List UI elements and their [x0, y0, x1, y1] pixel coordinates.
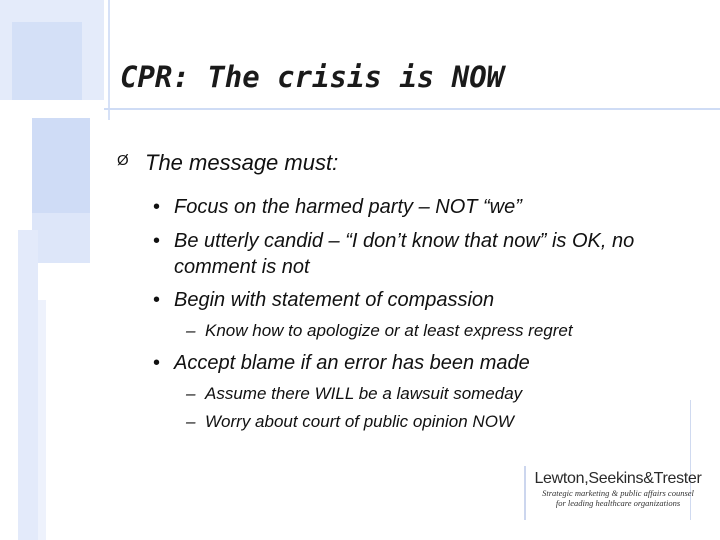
logo-tagline-2: for leading healthcare organizations [555, 498, 681, 508]
bullet-icon: • [153, 230, 161, 252]
dash-icon: – [186, 384, 196, 403]
level1-text: The message must: [145, 150, 339, 175]
logo-tagline-1: Strategic marketing & public affairs counsel [542, 488, 694, 498]
bullet-text: Be utterly candid – “I don’t know that now” is OK, no comment is not [174, 230, 635, 278]
bullet-icon: • [153, 289, 161, 311]
sub-item-text: Assume there WILL be a lawsuit someday [205, 384, 523, 403]
logo-accent [524, 466, 526, 520]
logo-name: Lewton,Seekins&Trester [534, 470, 702, 487]
bullet-text: Accept blame if an error has been made [174, 352, 530, 374]
company-logo [528, 470, 708, 520]
bullet-text: Focus on the harmed party – NOT “we” [174, 196, 522, 218]
bullet-text: Begin with statement of compassion [174, 289, 495, 311]
bullet-icon: • [153, 196, 161, 218]
slide-title: CPR: The crisis is NOW [120, 60, 505, 94]
sub-item-text: Know how to apologize or at least express regret [205, 321, 573, 340]
arrow-bullet-icon: Ø [117, 152, 129, 169]
dash-icon: – [186, 321, 196, 340]
dash-icon: – [186, 412, 196, 431]
bullet-icon: • [153, 352, 161, 374]
sub-item-text: Worry about court of public opinion NOW [205, 412, 514, 431]
